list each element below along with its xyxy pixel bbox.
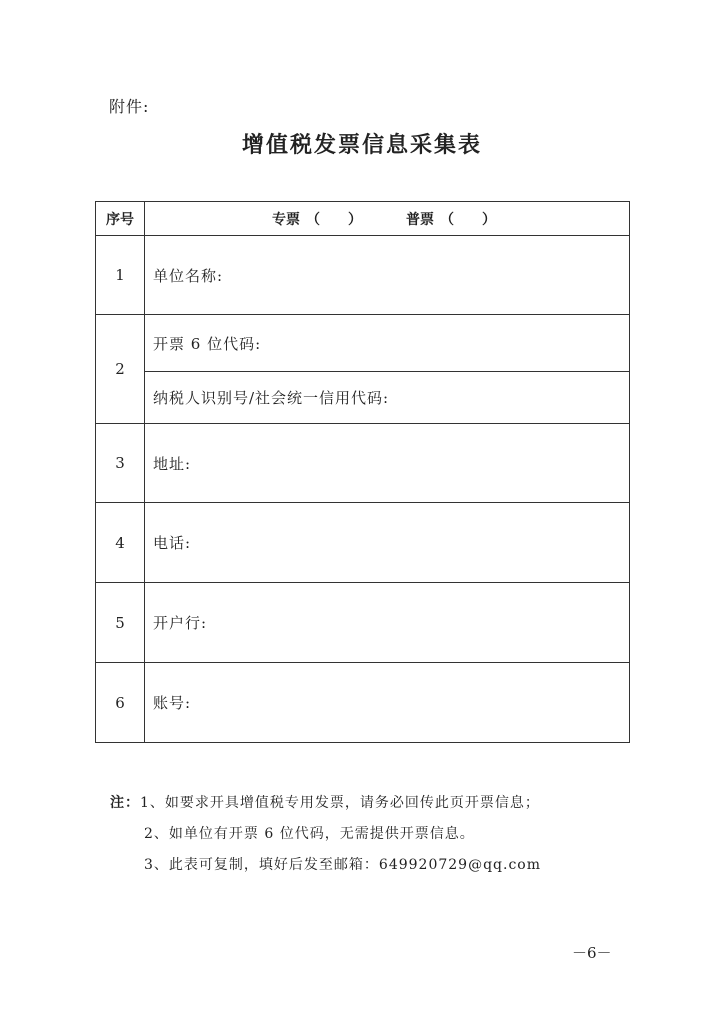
table-row [96, 503, 630, 583]
row-number: 1 [96, 236, 145, 315]
page-number: －6－ [572, 944, 612, 962]
invoice-type-header [145, 202, 630, 236]
invoice-info-table [95, 201, 630, 743]
attachment-label: 附件: [109, 97, 150, 116]
normal-invoice-label: 普票 [406, 211, 434, 228]
notes-section [110, 788, 541, 881]
account-field[interactable]: 账号: [145, 663, 630, 743]
note-item: 3、此表可复制，填好后发至邮箱：649920729@qq.com [144, 857, 541, 873]
row-number: 6 [96, 663, 145, 743]
table-row [96, 663, 630, 743]
row-number: 4 [96, 503, 145, 583]
normal-invoice-checkbox[interactable]: （ ） [440, 211, 496, 228]
row-number: 3 [96, 424, 145, 503]
row-number: 5 [96, 583, 145, 663]
invoice-code-field[interactable]: 开票 6 位代码: [145, 315, 630, 372]
table-row [96, 315, 630, 372]
address-field[interactable]: 地址: [145, 424, 630, 503]
table-row [96, 424, 630, 503]
special-invoice-checkbox[interactable]: （ ） [306, 211, 362, 228]
special-invoice-label: 专票 [272, 211, 300, 228]
table-header-row [96, 202, 630, 236]
bank-field[interactable]: 开户行: [145, 583, 630, 663]
note-item: 2、如单位有开票 6 位代码，无需提供开票信息。 [144, 826, 475, 842]
note-item [110, 788, 541, 819]
form-title: 增值税发票信息采集表 [241, 133, 482, 158]
notes-label: 注： [110, 795, 140, 811]
seq-header: 序号 [96, 202, 145, 236]
table-row [96, 236, 630, 315]
note-text: 1、如要求开具增值税专用发票，请务必回传此页开票信息； [140, 795, 540, 811]
company-name-field[interactable]: 单位名称: [145, 236, 630, 315]
phone-field[interactable]: 电话: [145, 503, 630, 583]
table-row [96, 583, 630, 663]
table-row [96, 372, 630, 424]
row-number: 2 [96, 315, 145, 424]
tax-id-field[interactable]: 纳税人识别号/社会统一信用代码: [145, 372, 630, 424]
